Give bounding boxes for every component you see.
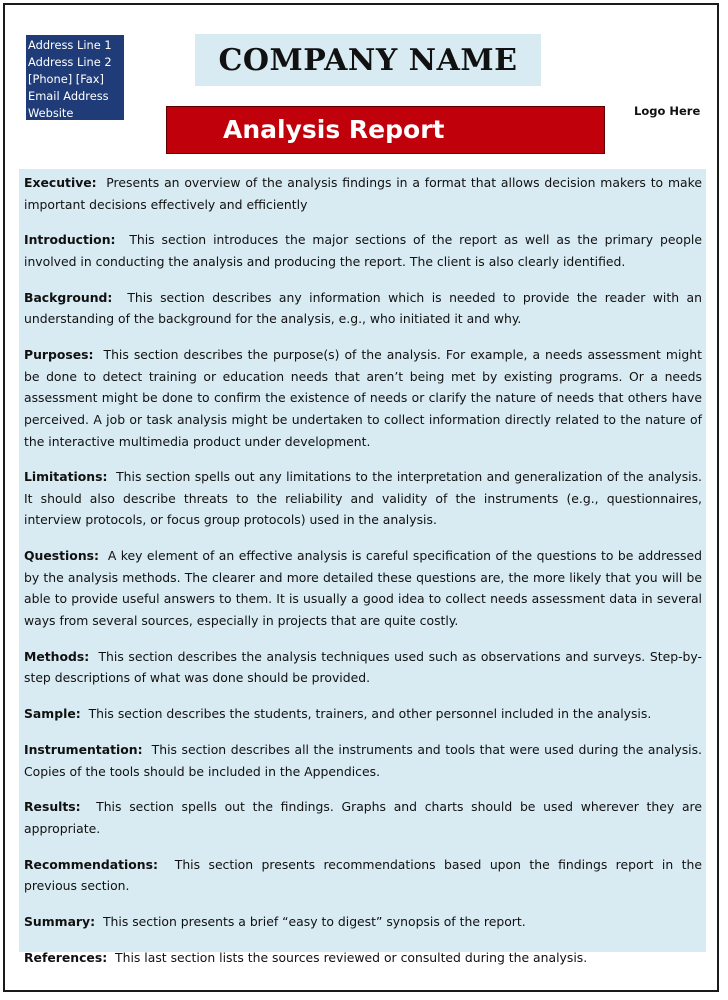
section-questions: [24, 545, 702, 631]
company-name: COMPANY NAME: [195, 34, 541, 86]
section-label: Background:: [24, 289, 113, 305]
address-line-1: Address Line 1: [28, 38, 112, 52]
section-text: This section describes the students, trainers, and other personnel included in the analysis.: [88, 706, 652, 722]
section-text: This section spells out any limitations to the interpretation and generalization of the analysis. It should also describe threats to the reliability and validity of the instruments (e.g., questionnaires, interview protocols, or focus group protocols) used in the analysis.: [24, 469, 702, 528]
section-text: This section introduces the major sections of the report as well as the primary people involved in conducting the analysis and producing the report. The client is also clearly identified.: [24, 232, 702, 269]
section-results: [24, 796, 702, 839]
email-address: Email Address: [28, 89, 109, 103]
section-recommendations: [24, 854, 702, 897]
section-references: [24, 947, 702, 969]
section-introduction: [24, 229, 702, 272]
section-label: Executive:: [24, 175, 97, 190]
logo-placeholder: Logo Here: [634, 104, 701, 118]
section-label: Questions:: [24, 548, 99, 564]
section-text: Presents an overview of the analysis findings in a format that allows decision makers to make important decisions effectively and efficiently: [24, 175, 702, 212]
section-text: This section describes the purpose(s) of the analysis. For example, a needs assessment might be done to detect training or education needs that aren’t being met by existing programs. Or a needs assessment might be done to confirm the existence of needs or clarify the nature of needs that others have perceived. A job or task analysis might be undertaken to collect information directly related to the nature of the interactive multimedia product under development.: [24, 347, 702, 449]
section-limitations: [24, 466, 702, 531]
section-summary: [24, 911, 702, 933]
address-line-2: Address Line 2: [28, 55, 112, 69]
report-title: Analysis Report: [166, 106, 605, 154]
website: Website: [28, 106, 74, 120]
phone-fax: [Phone] [Fax]: [28, 72, 104, 86]
section-executive: [24, 172, 702, 215]
section-text: This section spells out the findings. Graphs and charts should be used wherever they are appropriate.: [24, 799, 702, 836]
section-text: This section presents a brief “easy to digest” synopsis of the report.: [102, 914, 526, 930]
content-panel: [19, 169, 706, 965]
section-text: This section describes any information which is needed to provide the reader with an understanding of the background for the analysis, e.g., who initiated it and why.: [24, 289, 702, 327]
section-background: [24, 287, 702, 330]
address-block: [26, 35, 124, 120]
section-label: References:: [24, 949, 108, 965]
section-text: A key element of an effective analysis is careful specification of the questions to be addressed by the analysis methods. The clearer and more detailed these questions are, the more likely that you will be able to provide useful answers to them. It is usually a good idea to collect needs assessment data in several ways from several sources, especially in projects that are quite costly.: [24, 548, 703, 629]
section-label: Purposes:: [24, 347, 94, 363]
section-label: Recommendations:: [24, 856, 158, 872]
section-label: Instrumentation:: [24, 741, 143, 757]
section-label: Introduction:: [24, 232, 116, 248]
section-text: This section describes the analysis techniques used such as observations and surveys. Step-by-step descriptions of what was done should be provided.: [24, 648, 702, 686]
section-label: Sample:: [24, 706, 81, 722]
section-sample: [24, 703, 702, 725]
section-label: Summary:: [24, 914, 96, 930]
section-label: Results:: [24, 799, 81, 815]
section-methods: [24, 646, 702, 689]
section-instrumentation: [24, 739, 702, 782]
section-label: Limitations:: [24, 469, 108, 485]
section-text: This section describes all the instruments and tools that were used during the analysis. Copies of the tools should be included in the Appendices.: [24, 741, 702, 779]
section-label: Methods:: [24, 648, 90, 664]
section-purposes: [24, 344, 702, 452]
section-text: This last section lists the sources reviewed or consulted during the analysis.: [115, 949, 588, 965]
section-text: This section presents recommendations based upon the findings report in the previous section.: [24, 856, 702, 894]
